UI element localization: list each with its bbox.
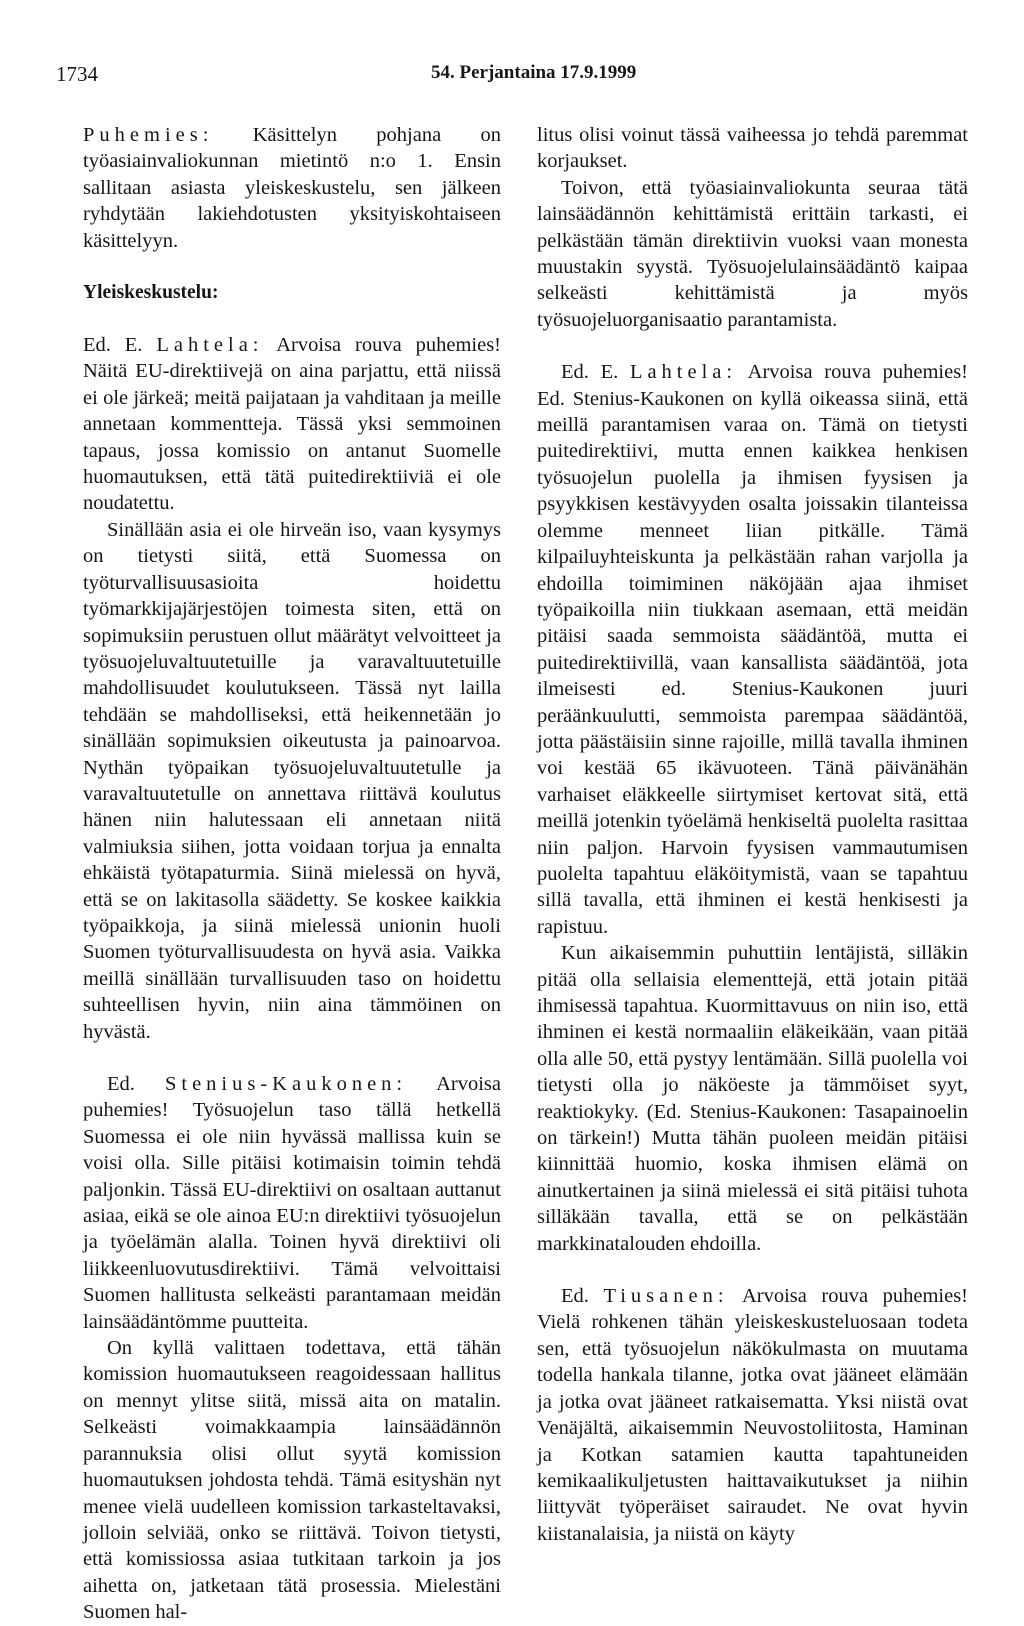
- section-heading: Yleiskeskustelu:: [83, 282, 219, 304]
- paragraph-lahtela-3: [537, 359, 968, 940]
- speaker-prefix: Ed.: [107, 1073, 165, 1095]
- speaker-name: Puhemies:: [83, 124, 214, 146]
- paragraph-stenius-kaukonen-3: Toivon, että työasiainvaliokunta seuraa tätä lainsäädännön kehittämistä erittäin tarkasti, ei pelkästään tämän direktiivin vuoksi vaan monesta muustakin syystä. Työsuojelulainsäädäntö kaipaa selkeästi kehittämistä ja myös työsuojeluorganisaatio parantamista.: [537, 176, 968, 331]
- paragraph-tiusanen-1: [537, 1283, 968, 1547]
- paragraph-lahtela-4: Kun aikaisemmin puhuttiin lentäjistä, silläkin pitää olla sellaisia elementtejä, että jotain pitää ihmisessä tapahtua. Kuormittavuus on niin iso, että ihminen ei kestä normaaliin eläkeikään, vaan pitää olla alle 50, että pystyy lentämään. Sillä puolella voi tietysti olla jo näköeste ja tämmöiset syyt, reaktiokyky. (Ed. Stenius-Kaukonen: Tasapainoelin on tärkein!) Mutta tähän puoleen meidän pitäisi kiinnittää huomio, koska ihmisen elämä on ainutkertainen ja siinä mielessä ei sitä pitäisi tuhota silläkään tavalla, että se on pelkästään markkinatalouden ehdoilla.: [537, 942, 968, 1255]
- paragraph-lahtela-1: [83, 332, 501, 517]
- running-title: 54. Perjantaina 17.9.1999: [431, 62, 637, 83]
- paragraph-continuation: litus olisi voinut tässä vaiheessa jo tehdä paremmat korjaukset.: [537, 124, 968, 173]
- paragraph-lahtela-2: Sinällään asia ei ole hirveän iso, vaan kysymys on tietysti siitä, että Suomessa on työturvallisuusasioita hoidettu työmarkkijajärjestöjen toimesta siten, että on sopimuksiin perustuen ollut määrätyt velvoitteet ja työsuojeluvaltuutetuille ja varavaltuutetuille mahdollisuudet koulutukseen. Tässä nyt lailla tehdään se mahdolliseksi, että heikennetään jo sinällään sopimuksien oikeutusta ja painoarvoa. Nythän työpaikan työsuojeluvaltuutetulle ja varavaltuutetulle on annettava riittävä koulutus hänen niin halutessaan eli annetaan niitä valmiuksia siihen, jotta voidaan torjua ja ennalta ehkäistä työtapaturmia. Siinä mielessä on hyvä, että se on lakitasolla säädetty. Se koskee kaikkia työpaikkoja, ja siinä mielessä unionin huoli Suomen työturvallisuudesta on hyvä asia. Vaikka meillä sinällään turvallisuuden taso on hoidettu suhteellisen hyvin, niin aina tämmöinen on hyvästä.: [83, 518, 501, 1043]
- speaker-name: Lahtela:: [629, 361, 738, 384]
- paragraph-text: Arvoisa rouva puhemies! Ed. Stenius-Kaukonen on kyllä oikeassa siinä, että meillä parantamisen varaa on. Tämä on tietysti puitedirektiivi, mutta ennen kaikkea henkisen työsuojelun puolella ja ihmisen fyysisen ja psyykkisen kestävyyden osalta joissakin tilanteissa olemme menneet liian pitkälle. Tämä kilpailuyhteiskunta ja pelkästään rahan varjolla ja ehdoilla toimiminen näköjään ajaa ihmiset työpaikoilla niin tiukkaan asemaan, että meidän pitäisi saada semmoista säädäntöä, mutta ei puitedirektiivillä, vaan kansallista säädäntöä, jota ilmeisesti ed. Stenius-Kaukonen juuri peräänkuulutti, semmoista parempaa säädäntöä, jotta päästäisiin sinne rajoille, millä tavalla ihminen voi kestää 65 ikävuoteen. Tänä päivänähän varhaiset eläkkeelle siirtymiset kertovat sitä, että meillä jotenkin työelämä henkiseltä puolelta rasittaa niin paljon. Harvoin fyysisen vammautumisen puolelta tapahtuu eläköitymistä, vaan se tapahtuu sillä tavalla, että ihminen ei kestä henkisesti ja rapistuu.: [537, 361, 969, 938]
- left-column: [83, 122, 501, 1626]
- paragraph-text: Arvoisa rouva puhemies! Vielä rohkenen tähän yleiskeskusteluosaan todeta sen, että työsuojelun näkökulmasta on muutama todella hankala tilanne, jotka ovat jääneet elämään ja jotka ovat jääneet ratkaisematta. Yksi niistä ovat Venäjältä, aikaisemmin Neuvostoliitosta, Haminan ja Kotkan satamien kautta tapahtuneiden kemikaalikuljetusten haittavaikutukset ja niihin liittyvät työperäiset sairaudet. Ne ovat hyvin kiistanalaisia, ja niistä on käyty: [537, 1285, 968, 1545]
- speaker-name: Lahtela:: [156, 334, 264, 357]
- paragraph-stenius-kaukonen-1: [83, 1071, 501, 1335]
- paragraph-text: Arvoisa puhemies! Työsuojelun taso tällä hetkellä Suomessa ei ole niin hyvässä mallissa kuin se voisi olla. Sille pitäisi kotimaisin toimin tehdä paljonkin. Tässä EU-direktiivi on osaltaan auttanut asiaa, eikä se ole ainoa EU:n direktiivi työsuojelun ja työelämän alalla. Toinen hyvä direktiivi oli liikkeenluovutusdirektiivi. Tämä velvoittaisi Suomen hallitusta selkeästi parantamaan meidän lainsäädäntömme puutteita.: [83, 1073, 501, 1333]
- paragraph-stenius-kaukonen-2: On kyllä valittaen todettava, että tähän komission huomautukseen reagoidessaan hallitus on mennyt ylitse siitä, missä aita on matalin. Selkeästi voimakkaampia lainsäädännön parannuksia olisi ollut syytä komission huomautuksen johdosta tehdä. Tämä esityshän nyt menee vielä uudelleen komission tarkasteltavaksi, jolloin selviää, onko se riittävä. Toivon tietysti, että komissiossa asiaa tutkitaan tarkoin ja jos aihetta on, jatketaan tätä prosessia. Mielestäni Suomen hal-: [83, 1337, 501, 1624]
- paragraph-chair-intro: [83, 122, 501, 254]
- speaker-prefix: Ed. E.: [83, 334, 157, 357]
- paragraph-text: Arvoisa rouva puhemies! Näitä EU-direktiivejä on aina parjattu, että niissä ei ole järkeä; meitä paijataan ja vahditaan ja meille annetaan kommentteja. Tässä yksi semmoinen tapaus, jossa komissio on antanut Suomelle huomautuksen, että tätä puitedirektiiviä ei ole noudatettu.: [83, 334, 501, 515]
- right-column: [537, 122, 968, 1547]
- speaker-name: Tiusanen:: [603, 1285, 729, 1308]
- speaker-prefix: Ed.: [561, 1285, 604, 1308]
- page-number: 1734: [56, 62, 98, 86]
- speaker-name: Stenius-Kaukonen:: [164, 1073, 408, 1095]
- paragraph-text: Käsittelyn pohjana on työasiainvaliokunnan mietintö n:o 1. Ensin sallitaan asiasta yleiskeskustelu, sen jälkeen ryhdytään lakiehdotusten yksityiskohtaiseen käsittelyyn.: [83, 124, 501, 252]
- speaker-prefix: Ed. E.: [561, 361, 630, 384]
